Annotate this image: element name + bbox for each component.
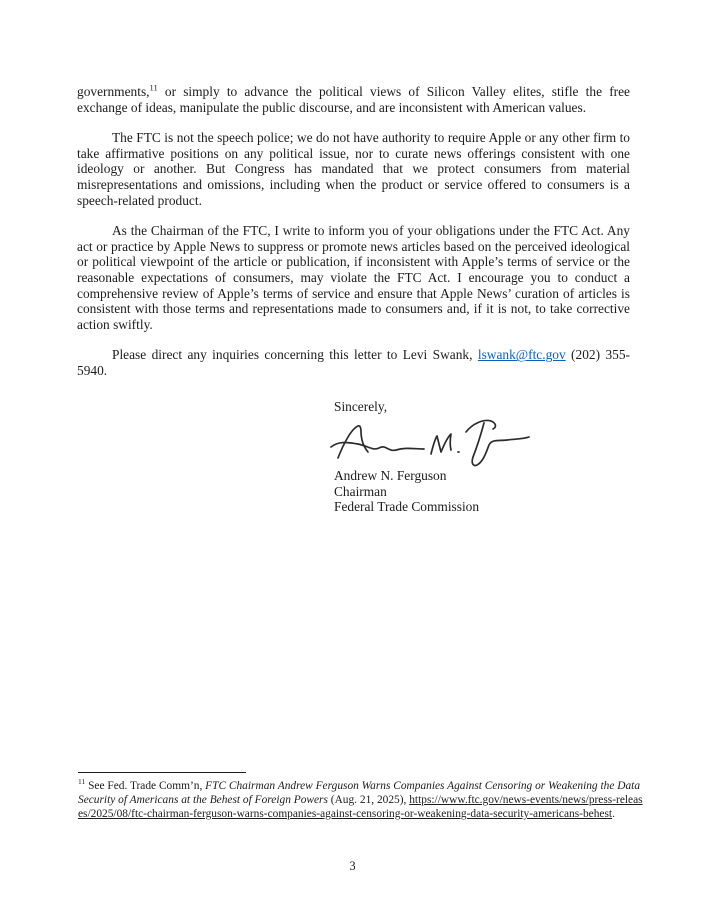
signer-org: Federal Trade Commission [334,499,480,515]
paragraph-governments [77,84,630,115]
footnote-url-link[interactable]: https://www.ftc.gov/news-events/news/press-releases/2025/08/ftc-chairman-ferguson-warns-companies-against-censoring-or-weakening-data-security-americans-behest [78,794,643,821]
paragraph-text: (202) 355-5940. [77,347,630,378]
footnote-text: . [612,808,615,821]
paragraph-obligations: As the Chairman of the FTC, I write to inform you of your obligations under the FTC Act. Any act or practice by Apple News to suppress or promote news articles based on the perceived ideological or political viewpoint of the article or publication, if inconsistent with Apple’s terms of service or the reasonable expectations of consumers, may violate the FTC Act. I encourage you to conduct a comprehensive review of Apple’s terms of service and ensure that Apple News’ curation of articles is consistent with those terms and representations made to consumers and, if it is not, to take corrective action swiftly. [77,223,630,332]
paragraph-text: Please direct any inquiries concerning this letter to Levi Swank, [112,347,478,363]
valediction: Sincerely, [334,399,388,414]
footnote-text: (Aug. 21, 2025), [327,794,410,807]
signer-name: Andrew N. Ferguson [334,468,447,483]
signer-title: Chairman [334,483,387,499]
footnote-marker: 11 [78,777,86,787]
footnote-citation-title: FTC Chairman Andrew Ferguson Warns Companies Against Censoring or Weakening the Data Security of Americans at the Behest of Foreign Powers [78,780,641,807]
paragraph-text: governments, [77,84,150,99]
signature-block [334,468,479,515]
paragraph-speech-police: The FTC is not the speech police; we do not have authority to require Apple or any other firm to take affirmative positions on any political issue, nor to curate news offerings consistent with one ideology or another. But Congress has mandated that we protect consumers from material misrepresentations and omissions, including when the product or service offered to consumers is a speech-related product. [77,130,630,208]
footnote-reference-11: 11 [149,82,158,93]
paragraph-text: or simply to advance the political views of Silicon Valley elites, stifle the free exchange of ideas, manipulate the public discourse, and are inconsistent with American values. [77,84,630,115]
email-link[interactable]: lswank@ftc.gov [477,347,566,363]
footnote-11 [78,779,644,821]
letter-body [77,84,630,394]
signature-image [330,416,530,471]
footnote-separator-rule [78,772,246,773]
footnote-text: See Fed. Trade Comm’n, [85,780,206,792]
page-number: 3 [349,859,356,873]
paragraph-inquiries [77,347,630,378]
